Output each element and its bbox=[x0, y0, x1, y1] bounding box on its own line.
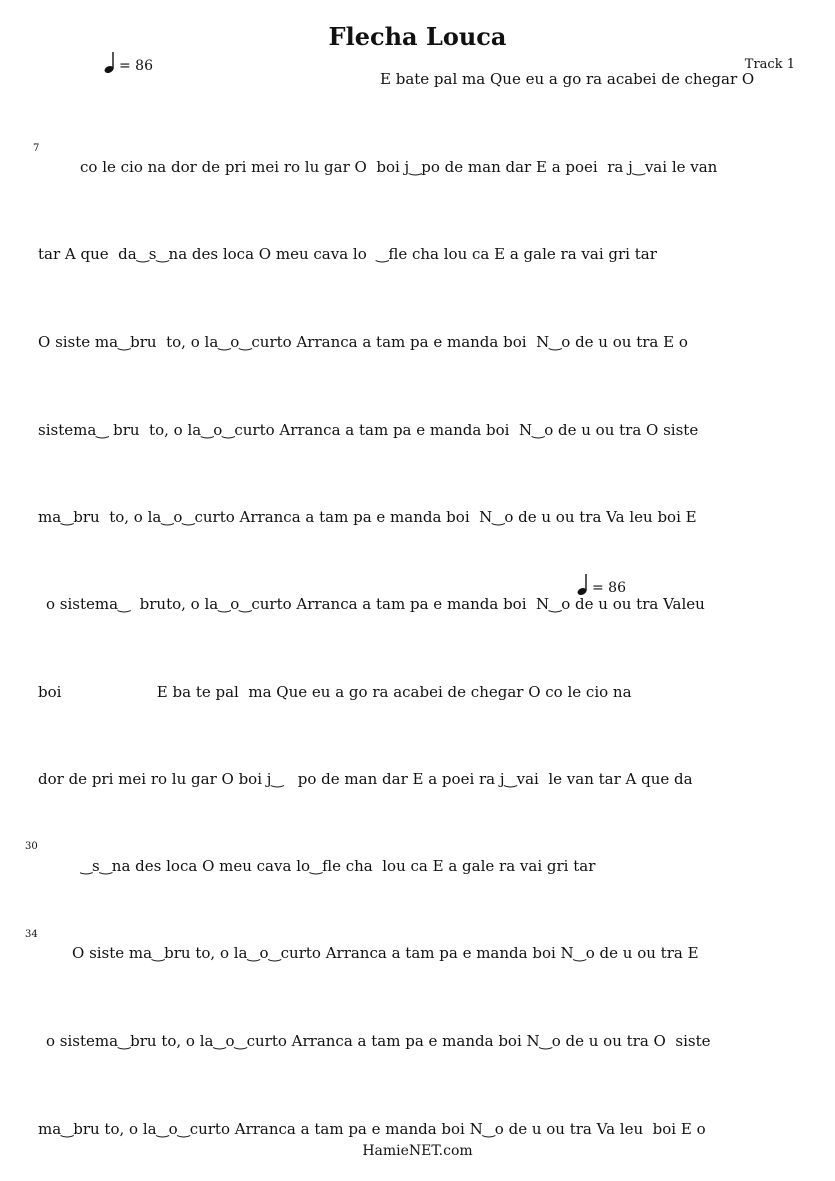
lyric-line: sistema‿ bru to, o la‿o‿curto Arranca a tam pa e manda boi N‿o de u ou tra O siste bbox=[38, 421, 699, 439]
lyric-line: co le cio na dor de pri mei ro lu gar O boi j‿po de man dar E a poei ra j‿vai le van bbox=[80, 158, 718, 176]
measure-number: 30 bbox=[25, 841, 38, 852]
tempo-marking bbox=[100, 50, 153, 74]
lyric-line: E bate pal ma Que eu a go ra acabei de chegar O bbox=[380, 70, 755, 88]
measure-number: 34 bbox=[25, 929, 38, 940]
lyric-line: ‿s‿na des loca O meu cava lo‿fle cha lou ca E a gale ra vai gri tar bbox=[80, 857, 596, 875]
lyric-line: dor de pri mei ro lu gar O boi j‿ po de man dar E a poei ra j‿vai le van tar A que da bbox=[38, 770, 693, 788]
song-title: Flecha Louca bbox=[328, 22, 507, 51]
site-footer: HamieNET.com bbox=[362, 1143, 473, 1159]
lyric-line: o sistema‿ bruto, o la‿o‿curto Arranca a tam pa e manda boi N‿o de u ou tra Valeu bbox=[46, 595, 705, 613]
quarter-note-icon bbox=[100, 50, 118, 74]
tempo-value: = 86 bbox=[119, 58, 153, 74]
lyric-line: O siste ma‿bru to, o la‿o‿curto Arranca a tam pa e manda boi N‿o de u ou tra E o bbox=[38, 333, 688, 351]
tempo-value: = 86 bbox=[592, 580, 626, 596]
track-label: Track 1 bbox=[744, 57, 795, 72]
lyric-line: ma‿bru to, o la‿o‿curto Arranca a tam pa e manda boi N‿o de u ou tra Va leu boi E bbox=[38, 508, 697, 526]
measure-number: 7 bbox=[33, 143, 40, 154]
lyric-line: boi E ba te pal ma Que eu a go ra acabei de chegar O co le cio na bbox=[38, 683, 632, 701]
lyric-line: ma‿bru to, o la‿o‿curto Arranca a tam pa e manda boi N‿o de u ou tra Va leu boi E o bbox=[38, 1120, 706, 1138]
tempo-marking-2 bbox=[573, 572, 626, 596]
lyric-line: O siste ma‿bru to, o la‿o‿curto Arranca a tam pa e manda boi N‿o de u ou tra E bbox=[72, 944, 699, 962]
quarter-note-icon bbox=[573, 572, 591, 596]
lyric-line: tar A que da‿s‿na des loca O meu cava lo ‿fle cha lou ca E a gale ra vai gri tar bbox=[38, 245, 657, 263]
lyric-line: o sistema‿bru to, o la‿o‿curto Arranca a tam pa e manda boi N‿o de u ou tra O siste bbox=[46, 1032, 711, 1050]
